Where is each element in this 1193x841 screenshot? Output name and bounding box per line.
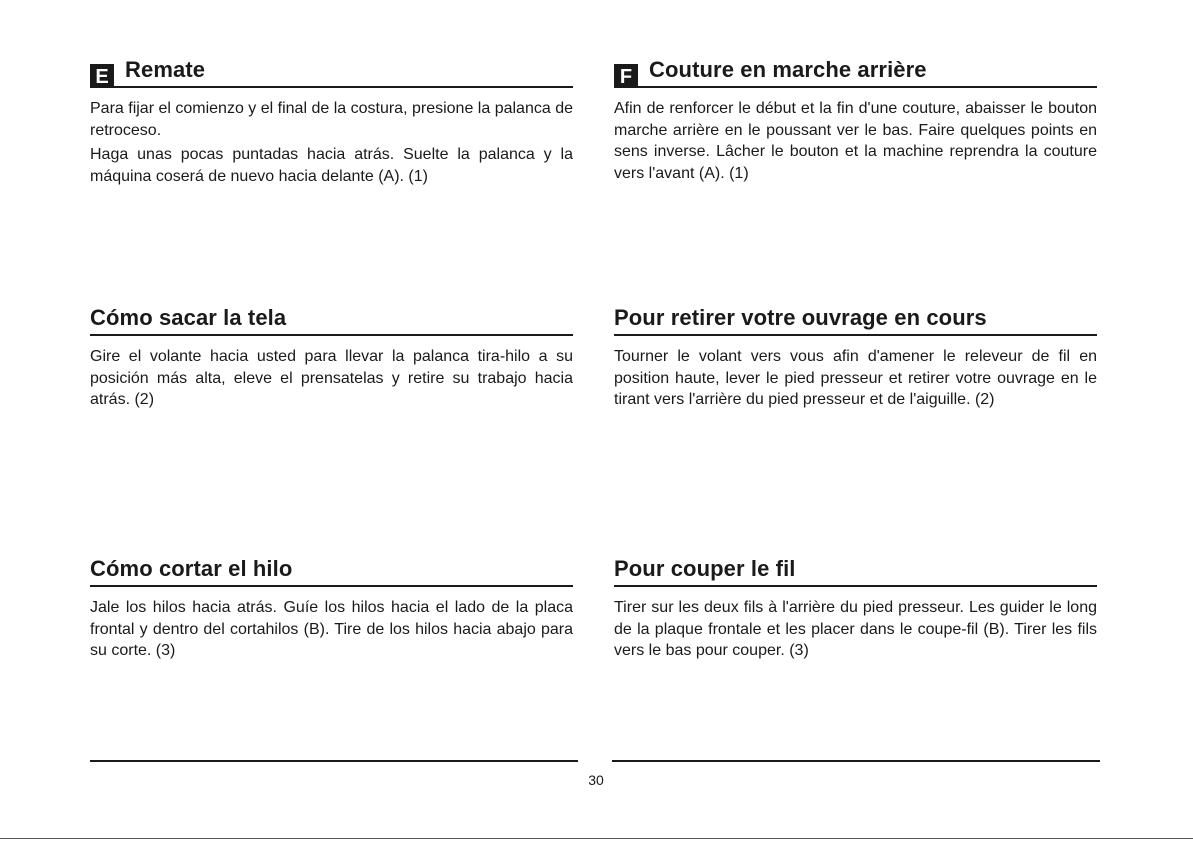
section-letter-badge: F — [614, 64, 638, 88]
paragraph: Tirer sur les deux fils à l'arrière du pied presseur. Les guider le long de la plaque frontale et les placer dans le coupe-fil (B). Tirer les fils vers le bas pour couper. (3) — [614, 599, 1097, 659]
section-body — [614, 597, 1097, 662]
section-pour-couper-le-fil — [614, 555, 1097, 665]
section-heading — [614, 304, 1097, 336]
section-como-sacar-la-tela — [90, 304, 573, 414]
paragraph: Afin de renforcer le début et la fin d'une couture, abaisser le bouton marche arrière en le poussant ver le bas. Faire quelques points en sens inverse. Lâcher le bouton et la machine reprendra la couture vers l'avant (A). (1) — [614, 100, 1097, 182]
section-remate — [90, 56, 573, 190]
section-title: Pour couper le fil — [614, 556, 796, 581]
section-heading — [90, 56, 573, 88]
section-como-cortar-el-hilo — [90, 555, 573, 665]
section-body — [614, 346, 1097, 411]
paragraph: Para fijar el comienzo y el final de la costura, presione la palanca de retroceso. — [90, 100, 573, 139]
section-title: Pour retirer votre ouvrage en cours — [614, 305, 987, 330]
section-heading — [614, 555, 1097, 587]
footer-rule-left — [90, 760, 578, 762]
section-heading — [90, 304, 573, 336]
section-title: Cómo sacar la tela — [90, 305, 287, 330]
section-letter-badge: E — [90, 64, 114, 88]
section-title: Couture en marche arrière — [649, 57, 927, 82]
section-body — [90, 346, 573, 411]
paragraph: Tourner le volant vers vous afin d'amener le releveur de fil en position haute, lever le pied presseur et retirer votre ouvrage en le tirant vers l'arrière du pied presseur et de l'aiguille. (2) — [614, 348, 1097, 408]
section-body — [90, 597, 573, 662]
paragraph: Gire el volante hacia usted para llevar la palanca tira-hilo a su posición más alta, eleve el prensatelas y retire su trabajo hacia atrás. (2) — [90, 348, 573, 408]
paragraph: Jale los hilos hacia atrás. Guíe los hilos hacia el lado de la placa frontal y dentro del cortahilos (B). Tire de los hilos hacia abajo para su corte. (3) — [90, 599, 573, 659]
section-heading — [90, 555, 573, 587]
footer-rule-right — [612, 760, 1100, 762]
section-title: Cómo cortar el hilo — [90, 556, 293, 581]
section-title: Remate — [125, 57, 206, 82]
section-body — [614, 98, 1097, 184]
page-number: 30 — [588, 772, 604, 788]
page-bottom-rule — [0, 838, 1193, 839]
section-heading — [614, 56, 1097, 88]
section-pour-retirer-votre-ouvrage — [614, 304, 1097, 414]
paragraph: Haga unas pocas puntadas hacia atrás. Suelte la palanca y la máquina coserá de nuevo hacia delante (A). (1) — [90, 146, 573, 185]
section-body — [90, 98, 573, 187]
section-couture-en-marche-arriere — [614, 56, 1097, 187]
